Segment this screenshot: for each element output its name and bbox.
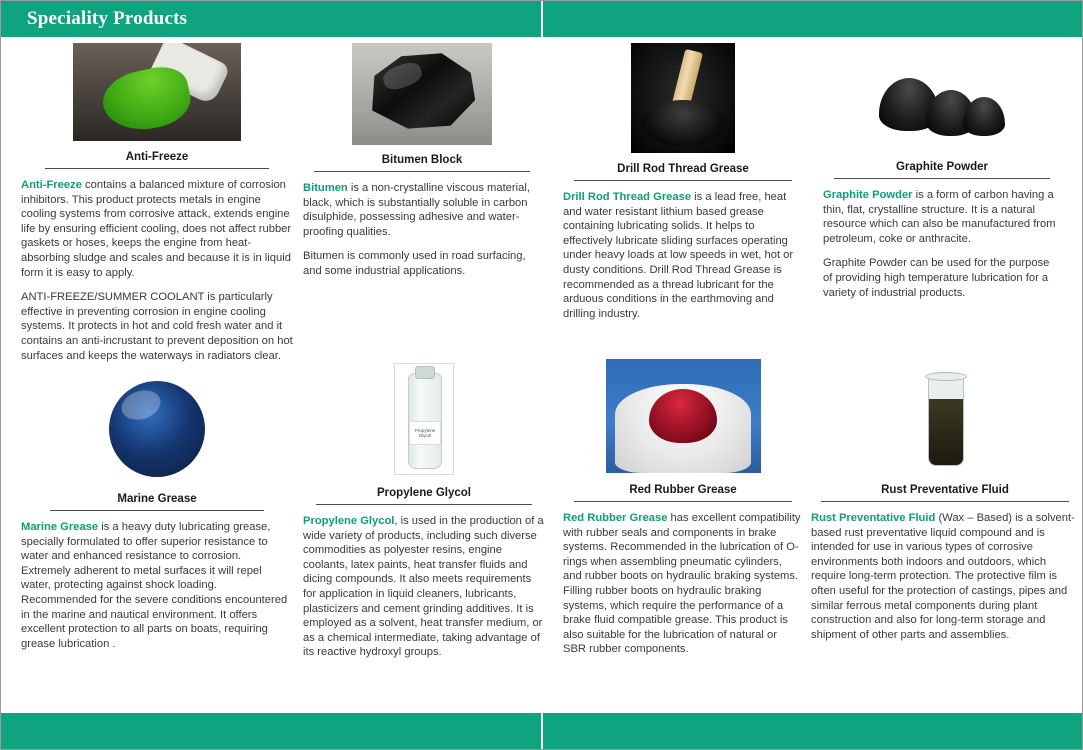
graphite-heap xyxy=(963,97,1005,136)
bottle-cap xyxy=(415,366,436,379)
product-grid xyxy=(1,37,1082,713)
product-title: Anti-Freeze xyxy=(125,151,189,163)
product-paragraph-text: is a non-crystalline viscous material, black, which is substantially soluble in carbon disulphide, possessing adhesive and water-proofing qualities. xyxy=(303,182,530,238)
product-paragraph-text: is a form of carbon having a thin, flat, crystalline structure. It is a natural resource which can also be manufactured from petroleum, coke or anthracite. xyxy=(823,189,1056,245)
product-paragraph xyxy=(21,178,293,280)
footer-bar xyxy=(1,713,1082,749)
product-paragraph xyxy=(303,514,545,660)
product-title: Bitumen Block xyxy=(381,154,463,166)
product-card-bitumen-block xyxy=(303,43,541,279)
footer-left-block xyxy=(1,713,541,749)
footer-right-block xyxy=(543,713,1082,749)
title-divider xyxy=(821,501,1069,502)
product-card-red-rubber-grease xyxy=(563,359,803,657)
product-description xyxy=(823,188,1061,300)
product-title: Drill Rod Thread Grease xyxy=(617,163,749,175)
product-paragraph-text: , is used in the production of a wide variety of products, including such diverse commodities as polyester resins, engine coolants, latex paints, heat transfer fluids and dicing compounds. It also meets requirements for application in liquid cleaners, lubricants, plasticizers and cement grinding additives. It is employed as a solvent, heat transfer medium, or as a chemical intermediate, taking advantage of its reactive hydroxyl groups. xyxy=(303,515,544,659)
product-title: Marine Grease xyxy=(117,493,197,505)
product-card-propylene-glycol xyxy=(303,363,545,660)
product-lead: Bitumen xyxy=(303,182,348,194)
product-card-graphite-powder xyxy=(823,43,1061,300)
product-card-drill-rod-thread-grease xyxy=(563,43,803,321)
product-paragraph: ANTI-FREEZE/SUMMER COOLANT is particularly effective in preventing corrosion in engine cooling systems. It protects in hot and cold fresh water and it contains an anti-incrustant to prevent deposition on hot surfaces and keeps the waterways in radiators clear. xyxy=(21,291,293,362)
header-bar xyxy=(1,1,1082,37)
product-lead: Marine Grease xyxy=(21,521,99,533)
beaker-fluid xyxy=(929,399,963,465)
graphite-powder-photo xyxy=(876,65,1008,149)
product-lead: Red Rubber Grease xyxy=(563,512,668,524)
marine-grease-photo xyxy=(107,379,207,479)
product-paragraph-text: (Wax – Based) is a solvent-based rust preventative liquid compound and is intended for use in various types of corrosive environments both indoors and outdoors, which require long-term protection. The protective film is often useful for the protection of castings, pipes and similar ferrous metal components during plant construction and also for long-term storage and shipment of other parts and assemblies. xyxy=(811,512,1075,641)
product-paragraph: Bitumen is commonly used in road surfacing, and some industrial applications. xyxy=(303,250,526,277)
product-paragraph xyxy=(811,511,1079,642)
product-description xyxy=(21,520,293,651)
title-divider xyxy=(574,180,792,181)
product-card-marine-grease xyxy=(21,379,293,651)
product-paragraph-text: is a heavy duty lubricating grease, specially formulated to offer superior resistance to water and enhanced resistance to corrosion. Extremely adherent to metal surfaces it will repel water, protecting against shock loading. Recommended for the severe conditions encountered in the marine and nautical environment. It offers excellent protection to all parts on boats, requiring grease lubrication . xyxy=(21,521,288,650)
product-card-rust-preventative-fluid xyxy=(811,363,1079,642)
page-title: Speciality Products xyxy=(27,8,188,29)
title-divider xyxy=(45,168,269,169)
header-right-block xyxy=(543,1,1082,37)
title-divider xyxy=(316,504,532,505)
product-lead: Rust Preventative Fluid xyxy=(811,512,936,524)
product-card-anti-freeze xyxy=(21,43,293,363)
product-paragraph xyxy=(303,181,541,239)
title-divider xyxy=(574,501,792,502)
product-title: Rust Preventative Fluid xyxy=(881,484,1009,496)
title-divider xyxy=(314,171,530,172)
product-description xyxy=(21,178,293,363)
product-paragraph xyxy=(563,190,803,321)
product-paragraph-text: is a lead free, heat and water resistant lithium based grease containing lubricating solids. It helps to effectively lubricate sliding surfaces operating under heavy loads at low speeds in wet, hot or dusty conditions. Drill Rod Thread Grease is recommended as a thread lubricant for the arduous conditions in the earthmoving and drilling industry. xyxy=(563,191,794,320)
product-title: Propylene Glycol xyxy=(377,487,471,499)
product-description xyxy=(563,511,803,657)
product-lead: Graphite Powder xyxy=(823,189,913,201)
anti-freeze-photo xyxy=(73,43,241,141)
beaker-shape xyxy=(928,376,964,466)
product-paragraph xyxy=(563,511,803,657)
bottle-label: Propylene Glycol xyxy=(409,421,441,445)
product-title: Red Rubber Grease xyxy=(629,484,737,496)
product-description xyxy=(303,181,541,279)
product-title: Graphite Powder xyxy=(895,161,989,173)
title-divider xyxy=(834,178,1050,179)
rust-preventative-fluid-photo xyxy=(912,363,978,471)
bitumen-block-photo xyxy=(352,43,492,145)
product-paragraph xyxy=(823,188,1061,246)
product-lead: Propylene Glycol xyxy=(303,515,395,527)
product-paragraph: Graphite Powder can be used for the purpose of providing high temperature lubrication for a variety of industrial products. xyxy=(823,257,1050,299)
product-paragraph-text: has excellent compatibility with rubber seals and components in brake systems. Recommended in the lubrication of O-rings when assembling pneumatic cylinders, and rubber boots on hydraulic braking systems. Filling rubber boots on hydraulic braking systems, which require the performance of a brake fluid compatible grease. This product is also suitable for the lubrication of natural or SBR rubber components. xyxy=(563,512,801,656)
product-paragraph xyxy=(21,520,293,651)
title-divider xyxy=(50,510,264,511)
drill-rod-thread-grease-photo xyxy=(631,43,735,153)
product-paragraph-text: contains a balanced mixture of corrosion inhibitors. This product protects metals in engine cooling systems from corrosive attack, extends engine life by ensuring efficient cooling, does not affect rubber gaskets or hoses, keeps the engine from heat-absorbing sludge and scales and because it is in liquid form it is easy to apply. xyxy=(21,179,292,279)
product-lead: Drill Rod Thread Grease xyxy=(563,191,692,203)
product-description xyxy=(303,514,545,660)
header-left-block xyxy=(1,1,541,37)
product-lead: Anti-Freeze xyxy=(21,179,82,191)
red-rubber-grease-photo xyxy=(606,359,761,473)
product-description xyxy=(563,190,803,321)
propylene-glycol-photo xyxy=(394,363,454,475)
product-description xyxy=(811,511,1079,642)
